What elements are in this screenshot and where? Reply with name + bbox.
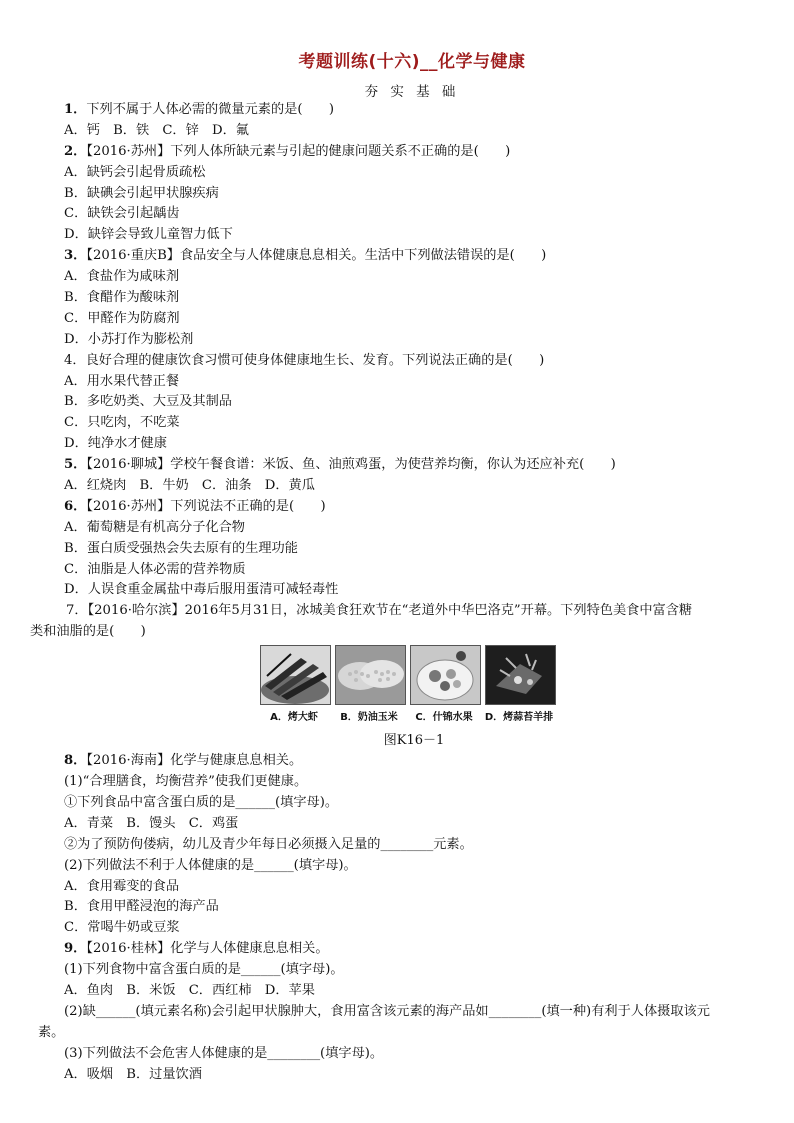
picture-caption: D．烤蒜苔羊排 — [484, 712, 554, 724]
option: C．甲醛作为防腐剂 — [64, 310, 180, 326]
sub-question: (1)“合理膳食，均衡营养”使我们更健康。 — [64, 774, 308, 790]
question-stem: 【2016·桂林】化学与人体健康息息相关。 — [86, 941, 329, 957]
question-1 — [64, 100, 764, 121]
question-5 — [64, 455, 764, 476]
sub-question: ①下列食品中富含蛋白质的是______(填字母)。 — [64, 794, 339, 810]
sub-question: (2)下列做法不利于人体健康的是______(填字母)。 — [64, 857, 357, 873]
question-7 — [64, 601, 764, 622]
option: B．食用甲醛浸泡的海产品 — [64, 899, 219, 915]
option: D．纯净水才健康 — [64, 436, 167, 452]
option: A．鱼肉 B．米饭 C．西红柿 D．苹果 — [64, 982, 315, 998]
question-list — [30, 100, 764, 1085]
question-stem: 【2016·哈尔滨】2016年5月31日，冰城美食狂欢节在“老道外中华巴洛克”开幕。下列特色美食中富含糖 — [87, 603, 693, 619]
option: B．多吃奶类、大豆及其制品 — [64, 394, 232, 410]
buttered-corn-image — [335, 645, 406, 705]
question-number: 8． — [64, 753, 87, 769]
question-stem-continued: 类和油脂的是( ) — [30, 624, 146, 640]
question-stem: 【2016·聊城】学校午餐食谱：米饭、鱼、油煎鸡蛋，为使营养均衡，你认为还应补充( ) — [86, 457, 616, 473]
option: C．常喝牛奶或豆浆 — [64, 920, 180, 936]
sub-question: (1)下列食物中富含蛋白质的是______(填字母)。 — [64, 962, 344, 978]
question-number: 6． — [64, 498, 87, 514]
question-number: 2． — [64, 143, 87, 159]
option: D．小苏打作为膨松剂 — [64, 331, 194, 347]
question-options: A．红烧肉 B．牛奶 C．油条 D．黄瓜 — [64, 478, 315, 494]
picture-caption: A．烤大虾 — [270, 712, 318, 724]
option: B．缺碘会引起甲状腺疾病 — [64, 185, 219, 201]
question-stem: 良好合理的健康饮食习惯可使身体健康地生长、发育。下列说法正确的是( ) — [85, 352, 545, 368]
option: A．食用霉变的食品 — [64, 878, 180, 894]
option: B．蛋白质受强热会失去原有的生理功能 — [64, 540, 298, 556]
option: A．用水果代替正餐 — [64, 373, 180, 389]
figure-label: 图K16－1 — [383, 733, 445, 749]
option: A．缺钙会引起骨质疏松 — [64, 164, 206, 180]
question-number: 3． — [64, 248, 87, 264]
question-number: 5． — [64, 457, 87, 473]
option: A．青菜 B．馒头 C．鸡蛋 — [64, 815, 239, 831]
question-stem: 【2016·苏州】下列说法不正确的是( ) — [86, 498, 326, 514]
page-title: 考题训练(十六)__化学与健康 — [298, 52, 526, 72]
lamb-chop-image — [485, 645, 556, 705]
sub-question-continued: 素。 — [38, 1024, 65, 1040]
question-number: 7． — [66, 603, 88, 619]
option: A．葡萄糖是有机高分子化合物 — [64, 519, 245, 535]
question-stem: 【2016·海南】化学与健康息息相关。 — [86, 753, 303, 769]
question-stem: 【2016·苏州】下列人体所缺元素与引起的健康问题关系不正确的是( ) — [86, 143, 511, 159]
option: C．只吃肉，不吃菜 — [64, 415, 180, 431]
question-3 — [64, 246, 764, 267]
sub-question: (3)下列做法不会危害人体健康的是________(填字母)。 — [64, 1045, 384, 1061]
option: D．缺锌会导致儿童智力低下 — [64, 227, 233, 243]
question-number: 1． — [64, 102, 87, 117]
option: A．食盐作为咸味剂 — [64, 269, 180, 285]
option: C．油脂是人体必需的营养物质 — [64, 561, 246, 577]
question-number: 4． — [64, 352, 86, 368]
grilled-shrimp-image — [260, 645, 331, 705]
question-stem: 【2016·重庆B】食品安全与人体健康息息相关。生活中下列做法错误的是( ) — [86, 248, 547, 264]
option: C．缺铁会引起龋齿 — [64, 206, 180, 222]
picture-caption: C．什锦水果 — [415, 712, 473, 724]
section-heading: 夯 实 基 础 — [364, 84, 460, 100]
question-2 — [64, 142, 764, 163]
question-9 — [64, 939, 764, 960]
question-4 — [64, 351, 764, 372]
question-6 — [64, 497, 764, 518]
question-number: 9． — [64, 941, 87, 957]
food-figure — [64, 645, 764, 771]
mixed-fruit-image — [410, 645, 481, 705]
option: A．吸烟 B．过量饮酒 — [64, 1066, 202, 1082]
picture-caption: B．奶油玉米 — [340, 712, 398, 724]
option: B．食醋作为酸味剂 — [64, 290, 180, 306]
sub-question: ②为了预防佝偻病，幼儿及青少年每日必须摄入足量的________元素。 — [64, 836, 473, 852]
option: D．人误食重金属盐中毒后服用蛋清可减轻毒性 — [64, 582, 339, 598]
question-options: A．钙 B．铁 C．锌 D．氟 — [64, 122, 249, 138]
question-stem: 下列不属于人体必需的微量元素的是( ) — [86, 102, 335, 117]
sub-question: (2)缺______(填元素名称)会引起甲状腺肿大，食用富含该元素的海产品如________(填一种)有利于人体摄取该元 — [64, 1003, 710, 1019]
